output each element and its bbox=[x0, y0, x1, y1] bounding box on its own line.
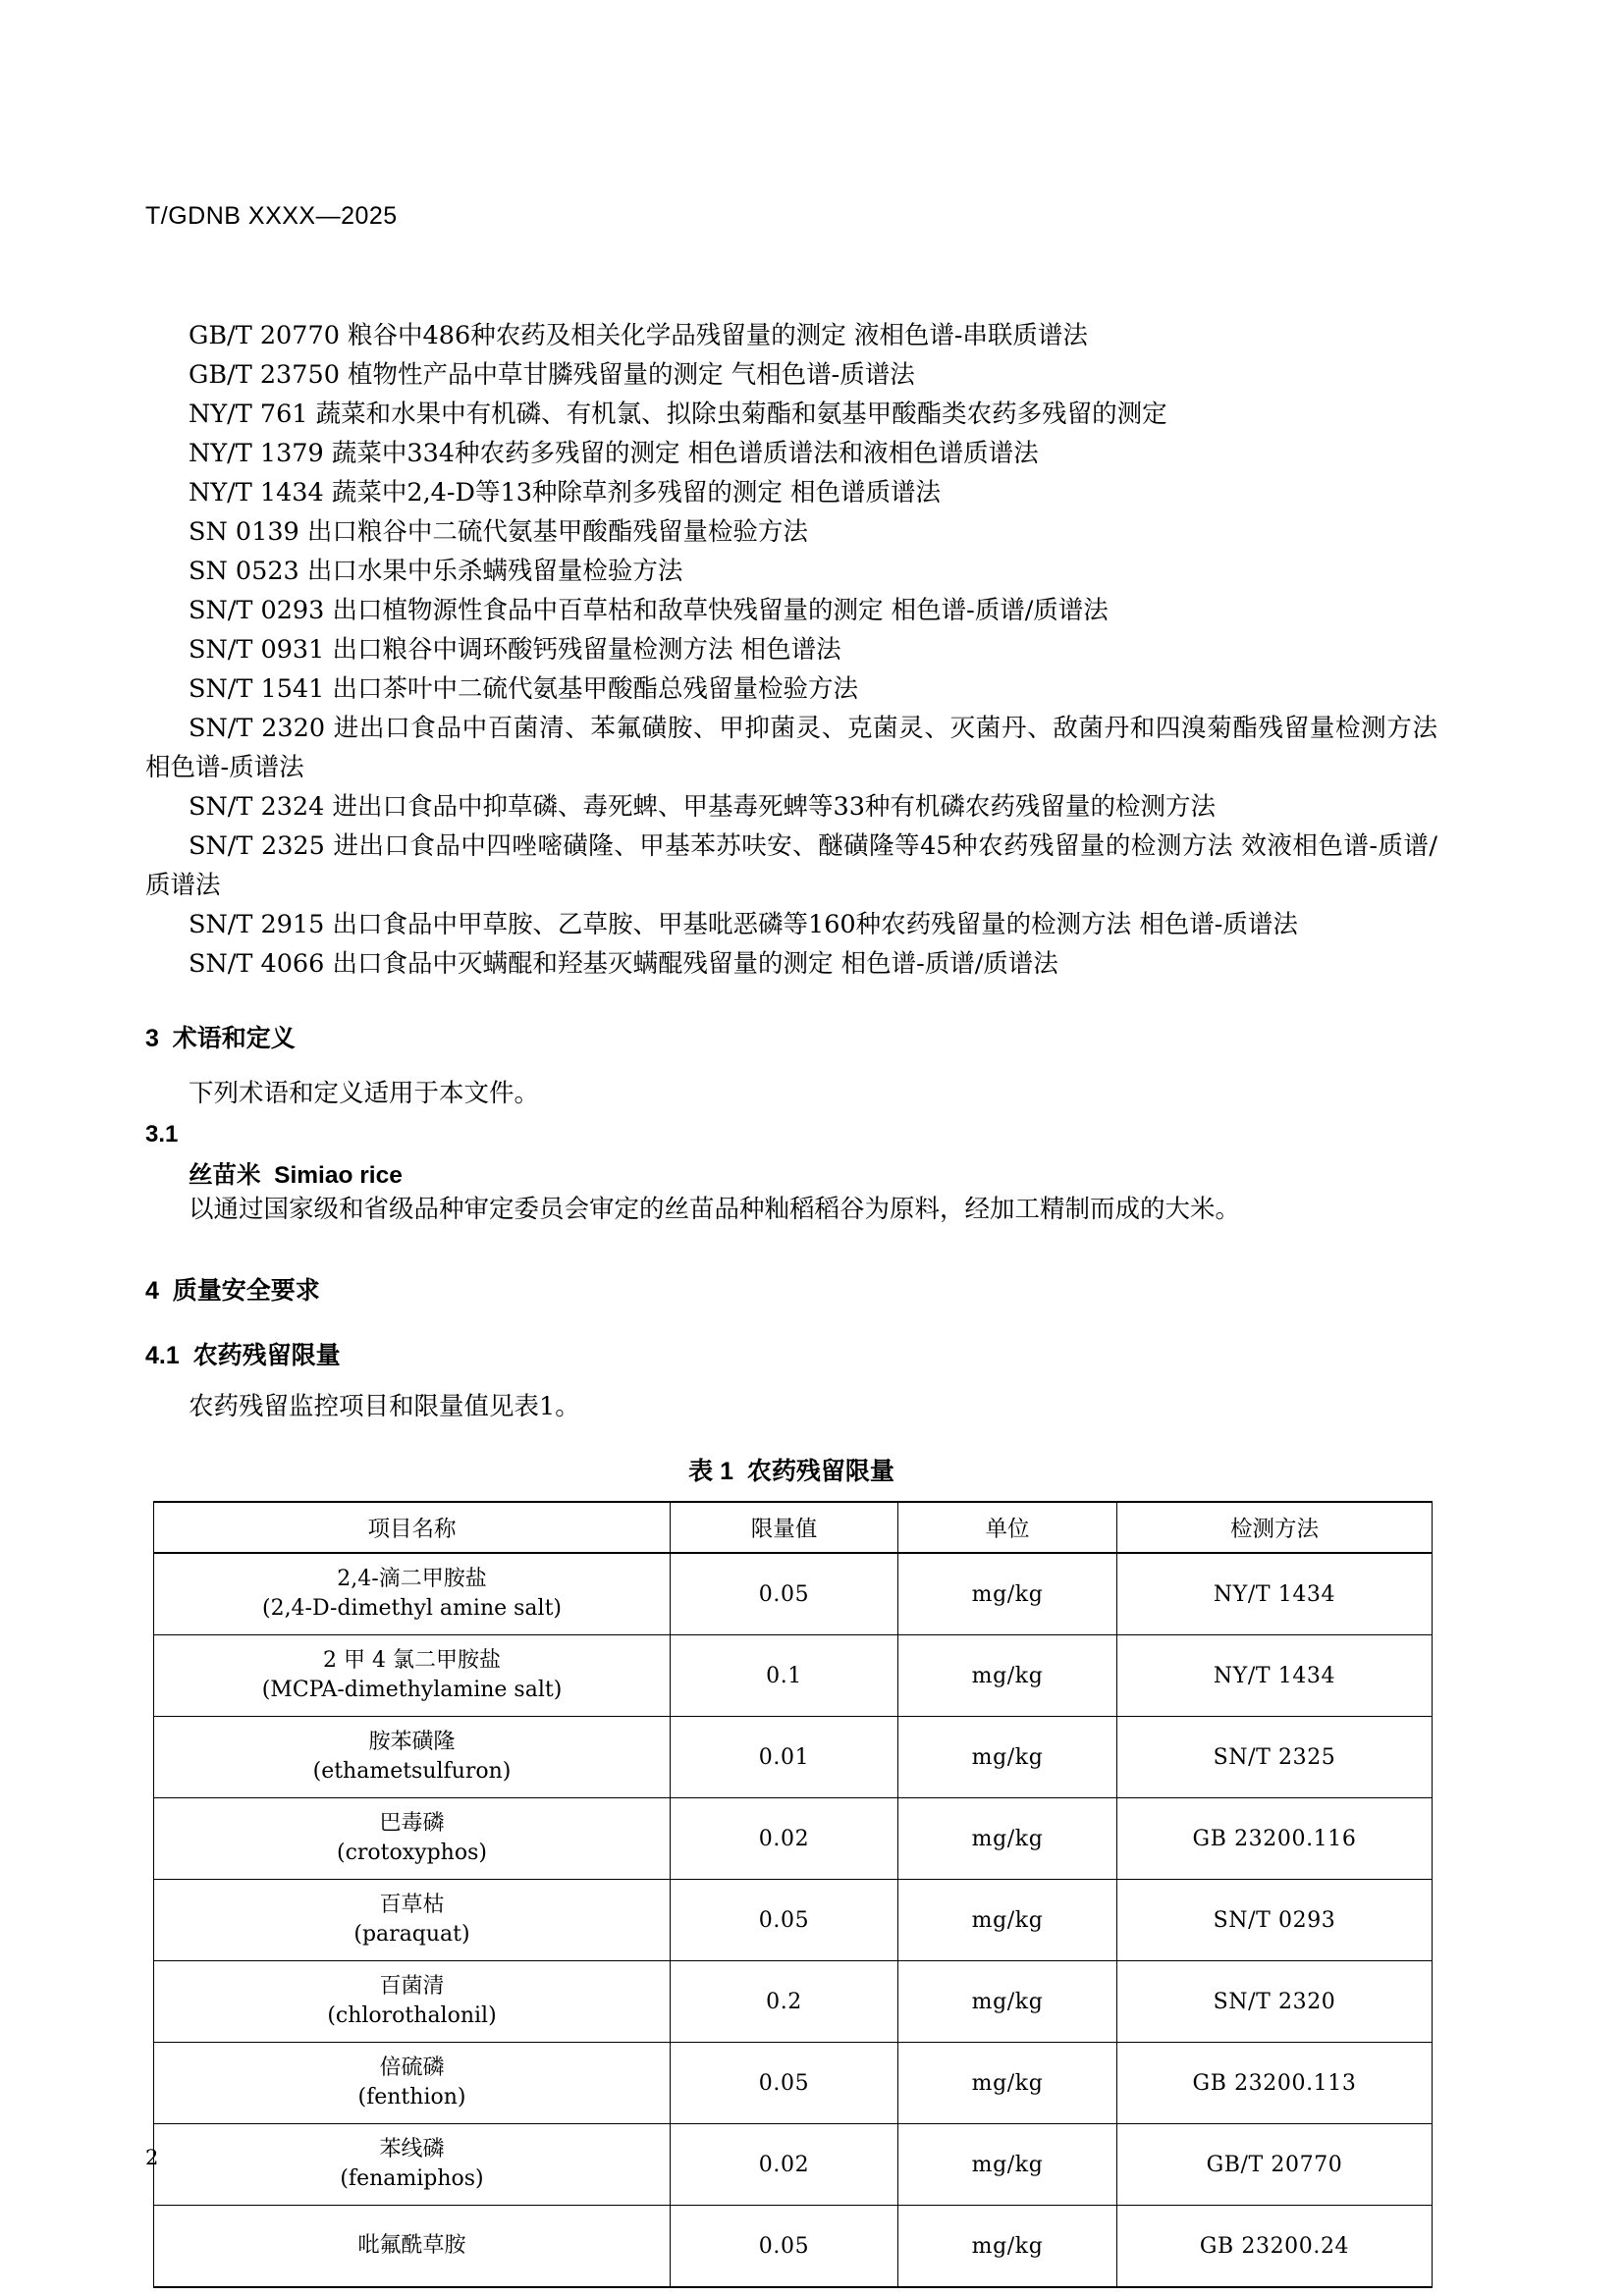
page-content bbox=[145, 316, 1437, 2288]
table-row bbox=[154, 1961, 1433, 2043]
reference-item: SN/T 2325 进出口食品中四唑嘧磺隆、甲基苯苏呋安、醚磺隆等45种农药残留量的检测方法 效液相色谱-质谱/质谱法 bbox=[145, 831, 1437, 900]
cell-unit: mg/kg bbox=[898, 1880, 1117, 1961]
cell-item-name bbox=[154, 1798, 671, 1880]
pesticide-residue-limits-table bbox=[153, 1501, 1433, 2288]
item-name-cn: 百菌清 bbox=[379, 1974, 445, 1999]
cell-item-name bbox=[154, 1880, 671, 1961]
item-name-cn: 百草枯 bbox=[379, 1893, 445, 1917]
cell-unit: mg/kg bbox=[898, 1717, 1117, 1798]
cell-limit-value: 0.02 bbox=[671, 2124, 898, 2206]
cell-unit: mg/kg bbox=[898, 1635, 1117, 1717]
table-row bbox=[154, 1798, 1433, 1880]
footer-page-number: 2 bbox=[145, 2146, 159, 2169]
column-header-item-name: 项目名称 bbox=[154, 1502, 671, 1553]
item-name-cn: 倍硫磷 bbox=[379, 2056, 445, 2080]
item-name-en: (paraquat) bbox=[353, 1922, 470, 1947]
reference-item: SN/T 2915 出口食品中甲草胺、乙草胺、甲基吡恶磷等160种农药残留量的检测方法 相色谱-质谱法 bbox=[189, 910, 1298, 939]
table-row bbox=[154, 1880, 1433, 1961]
section-heading-terms: 3 术语和定义 bbox=[145, 1025, 296, 1052]
table-row bbox=[154, 2043, 1433, 2124]
clause-number-3-1: 3.1 bbox=[145, 1121, 179, 1148]
cell-item-name bbox=[154, 1961, 671, 2043]
cell-method: GB 23200.24 bbox=[1117, 2206, 1433, 2288]
cell-limit-value: 0.02 bbox=[671, 1798, 898, 1880]
reference-item: SN/T 1541 出口茶叶中二硫代氨基甲酸酯总残留量检验方法 bbox=[189, 674, 858, 704]
table-header-row bbox=[154, 1502, 1433, 1553]
item-name-en: (fenamiphos) bbox=[340, 2166, 484, 2191]
cell-unit: mg/kg bbox=[898, 1553, 1117, 1635]
table-row bbox=[154, 2124, 1433, 2206]
reference-item: NY/T 1434 蔬菜中2,4-D等13种除草剂多残留的测定 相色谱质谱法 bbox=[189, 478, 942, 507]
table-body bbox=[154, 1553, 1433, 2287]
cell-method: NY/T 1434 bbox=[1117, 1635, 1433, 1717]
item-name-cn: 胺苯磺隆 bbox=[368, 1730, 456, 1754]
reference-item: NY/T 1379 蔬菜中334种农药多残留的测定 相色谱质谱法和液相色谱质谱法 bbox=[189, 439, 1039, 468]
table-header bbox=[154, 1502, 1433, 1553]
cell-method: GB 23200.116 bbox=[1117, 1798, 1433, 1880]
reference-item: SN 0139 出口粮谷中二硫代氨基甲酸酯残留量检验方法 bbox=[189, 517, 808, 547]
cell-item-name bbox=[154, 2124, 671, 2206]
reference-item: GB/T 23750 植物性产品中草甘膦残留量的测定 气相色谱-质谱法 bbox=[189, 360, 915, 390]
cell-unit: mg/kg bbox=[898, 2206, 1117, 2288]
item-name-en: (MCPA-dimethylamine salt) bbox=[261, 1678, 563, 1702]
reference-item: NY/T 761 蔬菜和水果中有机磷、有机氯、拟除虫菊酯和氨基甲酸酯类农药多残留的测定 bbox=[189, 400, 1167, 429]
reference-item: GB/T 20770 粮谷中486种农药及相关化学品残留量的测定 液相色谱-串联质谱法 bbox=[189, 321, 1088, 350]
table-row bbox=[154, 1635, 1433, 1717]
cell-method: SN/T 2325 bbox=[1117, 1717, 1433, 1798]
cell-limit-value: 0.05 bbox=[671, 1553, 898, 1635]
cell-unit: mg/kg bbox=[898, 2043, 1117, 2124]
cell-limit-value: 0.05 bbox=[671, 1880, 898, 1961]
cell-limit-value: 0.01 bbox=[671, 1717, 898, 1798]
table-row bbox=[154, 1553, 1433, 1635]
cell-limit-value: 0.05 bbox=[671, 2206, 898, 2288]
cell-limit-value: 0.1 bbox=[671, 1635, 898, 1717]
column-header-limit-value: 限量值 bbox=[671, 1502, 898, 1553]
reference-item: SN/T 2324 进出口食品中抑草磷、毒死蜱、甲基毒死蜱等33种有机磷农药残留量的检测方法 bbox=[189, 792, 1216, 822]
cell-method: NY/T 1434 bbox=[1117, 1553, 1433, 1635]
cell-item-name bbox=[154, 1553, 671, 1635]
reference-item: SN/T 0293 出口植物源性食品中百草枯和敌草快残留量的测定 相色谱-质谱/质谱法 bbox=[189, 596, 1109, 625]
normative-references-list bbox=[145, 316, 1437, 984]
table-caption: 表 1 农药残留限量 bbox=[688, 1458, 894, 1485]
running-header-standard-number: T/GDNB XXXX—2025 bbox=[145, 202, 398, 230]
reference-item: SN/T 4066 出口食品中灭螨醌和羟基灭螨醌残留量的测定 相色谱-质谱/质谱法 bbox=[189, 949, 1058, 979]
item-name-cn: 苯线磷 bbox=[379, 2137, 445, 2162]
item-name-en: (ethametsulfuron) bbox=[312, 1759, 512, 1784]
subsection-heading-pesticide-limits: 4.1 农药残留限量 bbox=[145, 1342, 341, 1369]
cell-method: GB 23200.113 bbox=[1117, 2043, 1433, 2124]
table-row bbox=[154, 1717, 1433, 1798]
cell-unit: mg/kg bbox=[898, 1961, 1117, 2043]
reference-item: SN/T 0931 出口粮谷中调环酸钙残留量检测方法 相色谱法 bbox=[189, 635, 841, 665]
cell-unit: mg/kg bbox=[898, 2124, 1117, 2206]
reference-item: SN/T 2320 进出口食品中百菌清、苯氟磺胺、甲抑菌灵、克菌灵、灭菌丹、敌菌丹和四溴菊酯残留量检测方法 相色谱-质谱法 bbox=[145, 714, 1437, 782]
terms-intro-text: 下列术语和定义适用于本文件。 bbox=[189, 1079, 540, 1108]
cell-limit-value: 0.05 bbox=[671, 2043, 898, 2124]
item-name-en: (2,4-D-dimethyl amine salt) bbox=[261, 1596, 562, 1621]
item-name-cn: 巴毒磷 bbox=[379, 1811, 445, 1836]
cell-item-name bbox=[154, 1717, 671, 1798]
reference-item: SN 0523 出口水果中乐杀螨残留量检验方法 bbox=[189, 557, 683, 586]
term-definition-simiao-rice: 以通过国家级和省级品种审定委员会审定的丝苗品种籼稻稻谷为原料，经加工精制而成的大米。 bbox=[189, 1195, 1241, 1224]
item-name-cn: 吡氟酰草胺 bbox=[357, 2233, 466, 2258]
item-name-en: (crotoxyphos) bbox=[337, 1841, 487, 1865]
cell-limit-value: 0.2 bbox=[671, 1961, 898, 2043]
cell-item-name bbox=[154, 2043, 671, 2124]
column-header-method: 检测方法 bbox=[1117, 1502, 1433, 1553]
term-name-simiao-rice: 丝苗米 Simiao rice bbox=[189, 1162, 403, 1189]
item-name-en: (fenthion) bbox=[357, 2085, 466, 2109]
item-name-cn: 2,4-滴二甲胺盐 bbox=[337, 1567, 487, 1591]
pesticide-limits-intro-text: 农药残留监控项目和限量值见表1。 bbox=[189, 1392, 580, 1421]
item-name-cn: 2 甲 4 氯二甲胺盐 bbox=[323, 1648, 501, 1673]
section-heading-quality: 4 质量安全要求 bbox=[145, 1277, 320, 1305]
table-row bbox=[154, 2206, 1433, 2288]
column-header-unit: 单位 bbox=[898, 1502, 1117, 1553]
item-name-en: (chlorothalonil) bbox=[327, 2003, 497, 2028]
cell-item-name bbox=[154, 2206, 671, 2288]
cell-unit: mg/kg bbox=[898, 1798, 1117, 1880]
cell-method: GB/T 20770 bbox=[1117, 2124, 1433, 2206]
cell-method: SN/T 0293 bbox=[1117, 1880, 1433, 1961]
cell-method: SN/T 2320 bbox=[1117, 1961, 1433, 2043]
cell-item-name bbox=[154, 1635, 671, 1717]
